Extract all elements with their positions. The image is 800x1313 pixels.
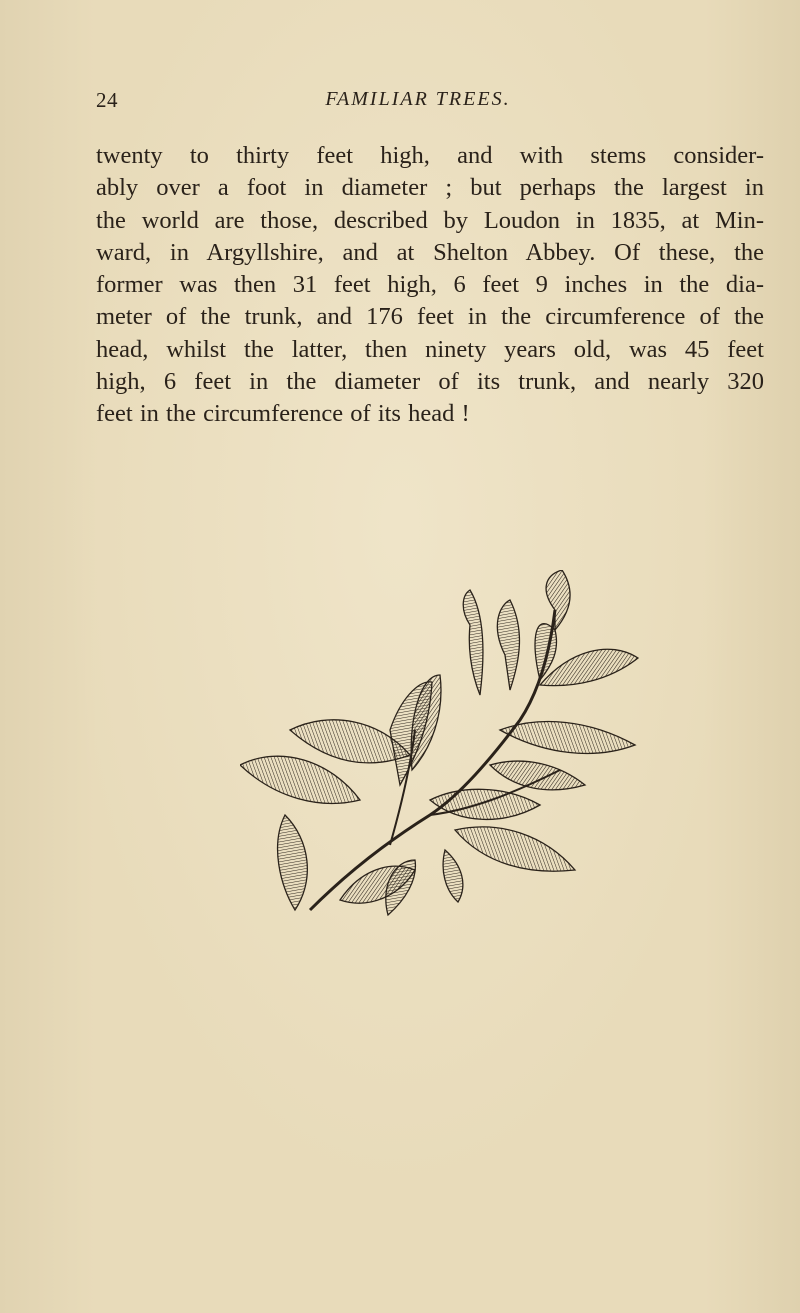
text-line: ward, in Argyllshire, and at Shelton Abbey. Of these, the: [96, 238, 764, 266]
leaf: [490, 761, 585, 790]
text-line: high, 6 feet in the diameter of its trunk, and nearly 320: [96, 368, 764, 396]
leaf: [430, 789, 540, 819]
leaf: [455, 827, 575, 871]
text-line: meter of the trunk, and 176 feet in the circumference of the: [96, 303, 764, 331]
text-line: the world are those, described by Loudon in 1835, at Min-: [96, 206, 764, 234]
leaf: [278, 815, 308, 910]
leaf: [500, 722, 635, 754]
text-line: feet in the circumference of its head !: [96, 400, 470, 428]
leaf: [240, 756, 360, 803]
text-line: head, whilst the latter, then ninety years old, was 45 feet: [96, 335, 764, 363]
body-paragraph: [96, 140, 764, 431]
page-number: 24: [96, 88, 118, 112]
page-header: [96, 88, 700, 118]
leaf: [497, 600, 519, 690]
text-line: ably over a foot in diameter ; but perhaps the largest in: [96, 174, 764, 202]
text-line: former was then 31 feet high, 6 feet 9 inches in the dia-: [96, 271, 764, 299]
leaf: [463, 590, 483, 695]
running-head: FAMILIAR TREES.: [325, 88, 511, 110]
text-line: twenty to thirty feet high, and with stems consider-: [96, 142, 764, 169]
leafy-branch-engraving: [240, 570, 660, 930]
leaf: [443, 850, 463, 902]
